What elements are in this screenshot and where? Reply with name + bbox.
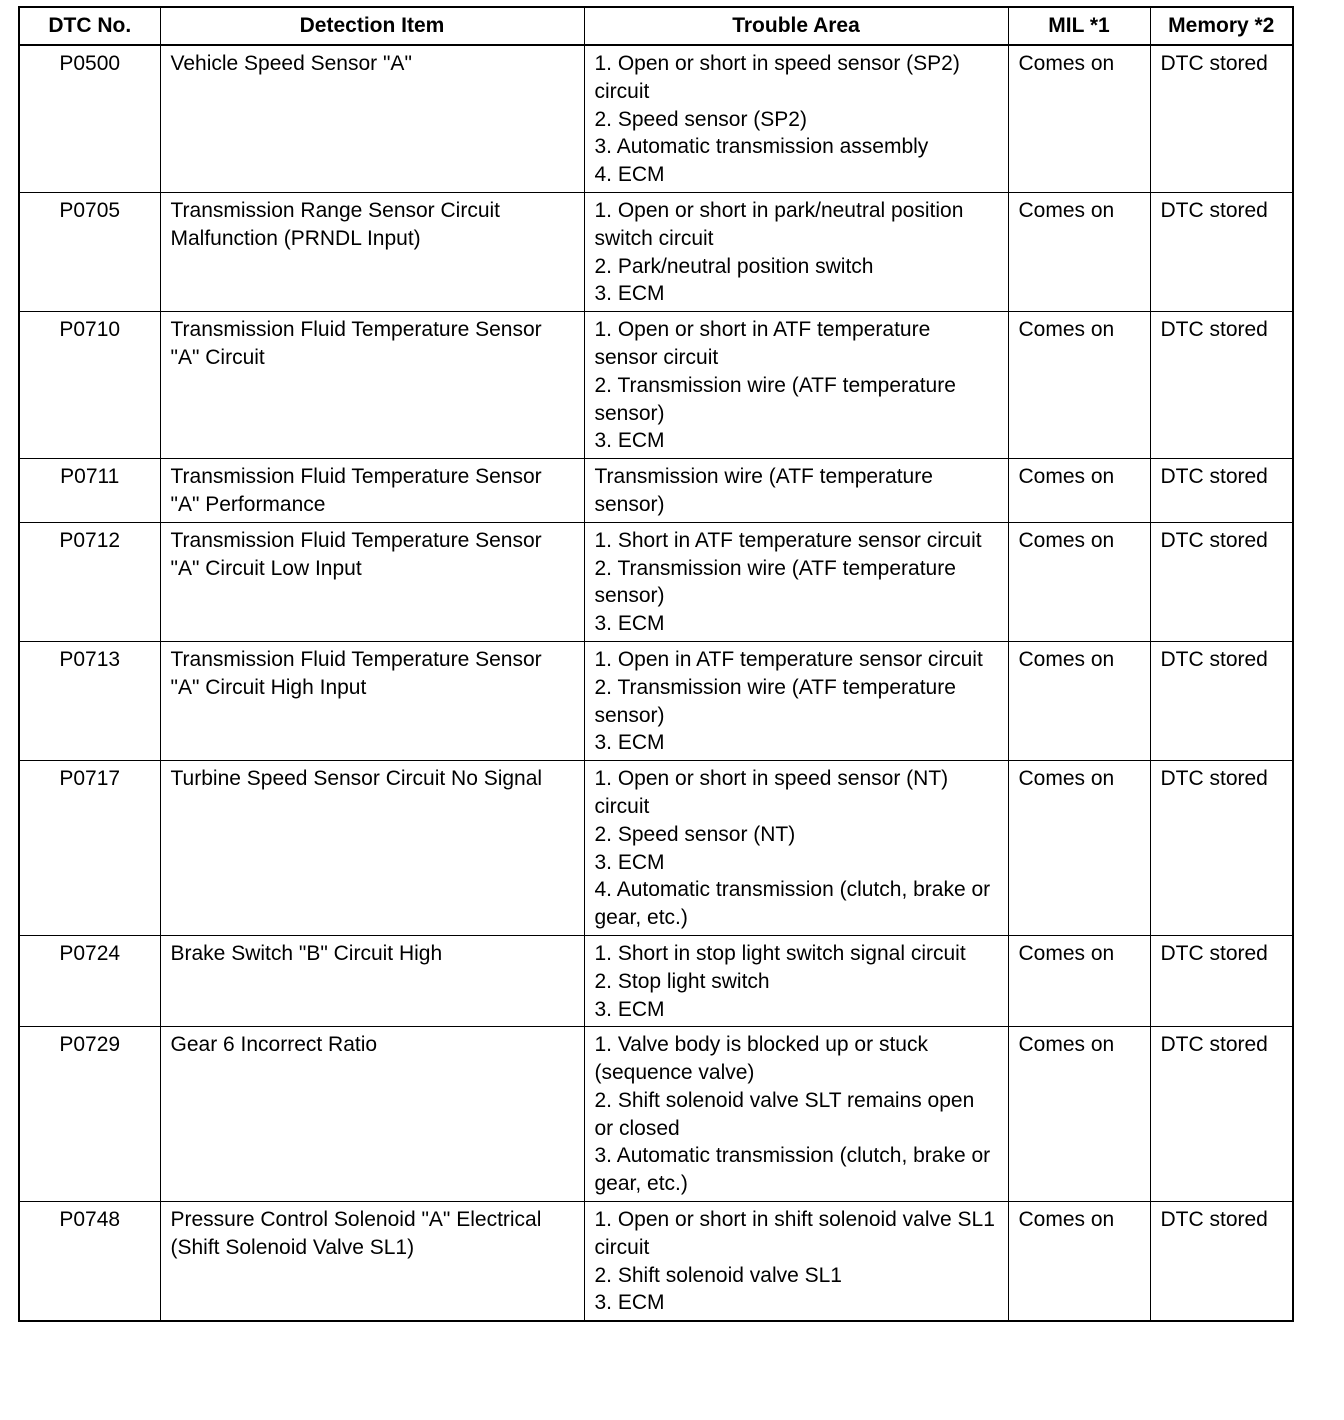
table-row	[19, 935, 1293, 1026]
trouble-area-line: 2. Speed sensor (SP2)	[594, 107, 807, 131]
table-row	[19, 761, 1293, 936]
trouble-area-line: 2. Shift solenoid valve SL1	[594, 1263, 842, 1287]
detection-item: Transmission Fluid Temperature Sensor "A" Performance	[160, 459, 584, 523]
trouble-area-line: 3. ECM	[594, 997, 665, 1021]
memory-status: DTC stored	[1150, 192, 1293, 311]
mil-status: Comes on	[1008, 1027, 1150, 1202]
trouble-area	[584, 192, 1008, 311]
mil-status: Comes on	[1008, 761, 1150, 936]
table-row	[19, 192, 1293, 311]
header-row	[19, 7, 1293, 45]
mil-status: Comes on	[1008, 459, 1150, 523]
trouble-area	[584, 1027, 1008, 1202]
mil-status: Comes on	[1008, 312, 1150, 459]
memory-status: DTC stored	[1150, 761, 1293, 936]
mil-status: Comes on	[1008, 522, 1150, 641]
detection-item: Transmission Range Sensor Circuit Malfunction (PRNDL Input)	[160, 192, 584, 311]
trouble-area	[584, 761, 1008, 936]
trouble-area-line: 2. Transmission wire (ATF temperature sensor)	[594, 373, 956, 425]
mil-status: Comes on	[1008, 192, 1150, 311]
mil-status: Comes on	[1008, 641, 1150, 760]
trouble-area	[584, 45, 1008, 192]
trouble-area-line: 1. Open or short in ATF temperature sensor circuit	[594, 318, 931, 369]
detection-item: Gear 6 Incorrect Ratio	[160, 1027, 584, 1202]
trouble-area-line: 3. ECM	[594, 731, 665, 755]
trouble-area-line: 3. ECM	[594, 1291, 665, 1315]
trouble-area	[584, 1202, 1008, 1322]
trouble-area-line: 1. Open or short in speed sensor (SP2) circuit	[594, 52, 960, 103]
header-trouble-area: Trouble Area	[584, 7, 1008, 45]
trouble-area	[584, 522, 1008, 641]
dtc-code: P0705	[19, 192, 160, 311]
trouble-area	[584, 641, 1008, 760]
memory-status: DTC stored	[1150, 1202, 1293, 1322]
memory-status: DTC stored	[1150, 935, 1293, 1026]
dtc-code: P0500	[19, 45, 160, 192]
memory-status: DTC stored	[1150, 641, 1293, 760]
dtc-code: P0711	[19, 459, 160, 523]
trouble-area-line: 1. Short in stop light switch signal circuit	[594, 941, 966, 965]
table-row	[19, 1027, 1293, 1202]
trouble-area-line: 4. Automatic transmission (clutch, brake or gear, etc.)	[594, 878, 991, 930]
mil-status: Comes on	[1008, 935, 1150, 1026]
memory-status: DTC stored	[1150, 1027, 1293, 1202]
header-dtc-no: DTC No.	[19, 7, 160, 45]
trouble-area-line: 2. Stop light switch	[594, 969, 770, 993]
trouble-area-line: 2. Park/neutral position switch	[594, 254, 874, 278]
table-row	[19, 641, 1293, 760]
trouble-area-line: 3. ECM	[594, 850, 665, 874]
trouble-area-line: 3. Automatic transmission (clutch, brake or gear, etc.)	[594, 1144, 991, 1196]
mil-status: Comes on	[1008, 45, 1150, 192]
memory-status: DTC stored	[1150, 522, 1293, 641]
detection-item: Vehicle Speed Sensor "A"	[160, 45, 584, 192]
dtc-code: P0724	[19, 935, 160, 1026]
header-detection-item: Detection Item	[160, 7, 584, 45]
trouble-area-line: 2. Speed sensor (NT)	[594, 822, 796, 846]
dtc-code: P0748	[19, 1202, 160, 1322]
memory-status: DTC stored	[1150, 312, 1293, 459]
trouble-area-line: 4. ECM	[594, 163, 665, 187]
trouble-area-line: 1. Valve body is blocked up or stuck (sequence valve)	[594, 1033, 928, 1085]
trouble-area	[584, 312, 1008, 459]
detection-item: Transmission Fluid Temperature Sensor "A" Circuit Low Input	[160, 522, 584, 641]
detection-item: Transmission Fluid Temperature Sensor "A" Circuit	[160, 312, 584, 459]
trouble-area-line: Transmission wire (ATF temperature sensor)	[594, 465, 933, 516]
trouble-area-line: 3. ECM	[594, 429, 665, 453]
header-mil: MIL *1	[1008, 7, 1150, 45]
mil-status: Comes on	[1008, 1202, 1150, 1322]
trouble-area	[584, 935, 1008, 1026]
dtc-table	[18, 6, 1294, 1322]
table-row	[19, 459, 1293, 523]
table-row	[19, 312, 1293, 459]
memory-status: DTC stored	[1150, 45, 1293, 192]
dtc-code: P0713	[19, 641, 160, 760]
trouble-area-line: 2. Transmission wire (ATF temperature sensor)	[594, 556, 956, 608]
trouble-area-line: 3. ECM	[594, 282, 665, 306]
trouble-area-line: 3. Automatic transmission assembly	[594, 135, 929, 159]
trouble-area-line: 2. Shift solenoid valve SLT remains open or closed	[594, 1088, 975, 1140]
trouble-area-line: 1. Open or short in speed sensor (NT) circuit	[594, 767, 949, 818]
dtc-code: P0710	[19, 312, 160, 459]
dtc-code: P0717	[19, 761, 160, 936]
trouble-area-line: 1. Short in ATF temperature sensor circuit	[594, 528, 982, 552]
table-row	[19, 522, 1293, 641]
detection-item: Transmission Fluid Temperature Sensor "A" Circuit High Input	[160, 641, 584, 760]
detection-item: Brake Switch "B" Circuit High	[160, 935, 584, 1026]
detection-item: Turbine Speed Sensor Circuit No Signal	[160, 761, 584, 936]
trouble-area-line: 3. ECM	[594, 612, 665, 636]
dtc-code: P0729	[19, 1027, 160, 1202]
trouble-area	[584, 459, 1008, 523]
header-memory: Memory *2	[1150, 7, 1293, 45]
trouble-area-line: 1. Open in ATF temperature sensor circuit	[594, 647, 983, 671]
memory-status: DTC stored	[1150, 459, 1293, 523]
trouble-area-line: 2. Transmission wire (ATF temperature sensor)	[594, 675, 956, 727]
trouble-area-line: 1. Open or short in park/neutral position switch circuit	[594, 198, 964, 250]
trouble-area-line: 1. Open or short in shift solenoid valve SL1 circuit	[594, 1208, 995, 1259]
table-row	[19, 1202, 1293, 1322]
table-row	[19, 45, 1293, 192]
dtc-code: P0712	[19, 522, 160, 641]
detection-item: Pressure Control Solenoid "A" Electrical (Shift Solenoid Valve SL1)	[160, 1202, 584, 1322]
